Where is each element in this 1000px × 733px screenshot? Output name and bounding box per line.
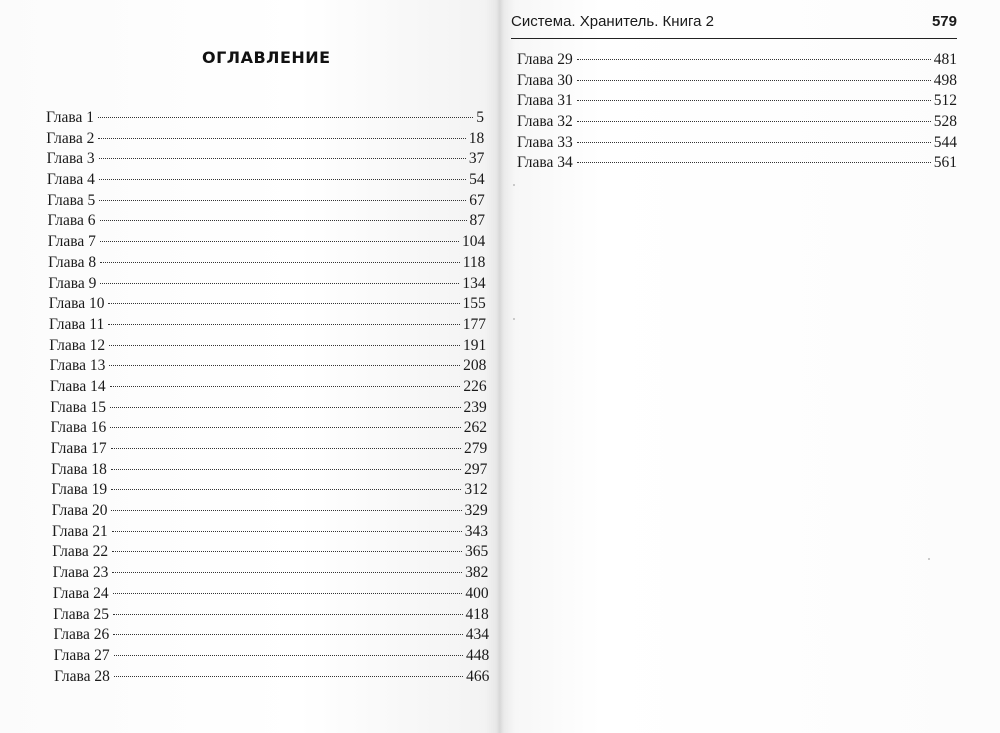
toc-entry — [47, 170, 485, 191]
chapter-label: Глава 25 — [53, 605, 109, 623]
chapter-page-number: 239 — [463, 398, 487, 416]
dot-leader — [100, 220, 467, 221]
toc-entry — [50, 356, 487, 377]
chapter-label: Глава 28 — [54, 667, 110, 685]
dot-leader — [99, 200, 466, 201]
chapter-page-number: 67 — [469, 191, 485, 209]
chapter-label: Глава 24 — [52, 584, 109, 602]
chapter-label: Глава 8 — [48, 253, 97, 271]
toc-entry — [50, 377, 487, 398]
book-gutter — [496, 0, 504, 733]
toc-list-left — [46, 108, 490, 687]
toc-entry — [46, 108, 484, 129]
chapter-label: Глава 32 — [517, 113, 573, 131]
toc-entry — [54, 646, 489, 667]
dot-leader — [109, 365, 460, 366]
chapter-label: Глава 14 — [49, 377, 106, 395]
chapter-page-number: 434 — [465, 626, 489, 644]
toc-entry — [517, 71, 957, 92]
chapter-page-number: 262 — [463, 419, 487, 437]
dot-leader — [112, 531, 462, 532]
chapter-label: Глава 4 — [46, 171, 95, 189]
chapter-page-number: 191 — [462, 336, 487, 354]
dot-leader — [109, 345, 460, 346]
chapter-page-number: 177 — [462, 315, 486, 333]
dot-leader — [108, 324, 460, 325]
chapter-page-number: 279 — [463, 440, 488, 457]
chapter-page-number: 118 — [462, 253, 486, 271]
chapter-page-number: 155 — [462, 295, 486, 313]
dot-leader — [111, 448, 461, 449]
toc-entry — [517, 133, 957, 154]
chapter-label: Глава 31 — [517, 92, 573, 110]
chapter-page-number: 297 — [464, 460, 488, 478]
chapter-page-number: 400 — [465, 584, 489, 602]
dot-leader — [100, 241, 459, 242]
chapter-page-number: 561 — [933, 154, 957, 172]
chapter-label: Глава 2 — [46, 129, 95, 147]
dot-leader — [98, 117, 473, 118]
dot-leader — [108, 303, 459, 304]
chapter-label: Глава 33 — [517, 133, 573, 151]
chapter-label: Глава 7 — [47, 233, 96, 251]
toc-entry — [48, 211, 486, 232]
chapter-label: Глава 5 — [47, 191, 96, 209]
toc-entry — [47, 149, 485, 170]
chapter-page-number: 343 — [464, 522, 488, 540]
chapter-label: Глава 9 — [48, 274, 97, 292]
chapter-label: Глава 29 — [517, 51, 573, 68]
running-title: Система. Хранитель. Книга 2 — [511, 13, 714, 30]
toc-entry — [517, 112, 957, 133]
chapter-page-number: 18 — [468, 129, 485, 147]
toc-entry — [52, 542, 488, 563]
paper-speck — [513, 318, 515, 320]
dot-leader — [110, 386, 461, 387]
page-title: ОГЛАВЛЕНИЕ — [202, 48, 331, 67]
dot-leader — [100, 262, 460, 263]
running-header — [511, 12, 957, 39]
chapter-label: Глава 3 — [46, 150, 95, 168]
dot-leader — [112, 572, 462, 573]
chapter-label: Глава 18 — [51, 460, 107, 478]
chapter-page-number: 134 — [462, 274, 486, 292]
chapter-page-number: 528 — [933, 113, 957, 131]
toc-entry — [52, 522, 488, 543]
toc-entry — [517, 153, 957, 174]
chapter-label: Глава 22 — [52, 543, 109, 561]
toc-entry — [47, 191, 485, 212]
toc-entry — [48, 232, 485, 253]
toc-entry — [51, 460, 487, 481]
chapter-label: Глава 15 — [50, 398, 106, 416]
chapter-page-number: 382 — [465, 564, 489, 582]
toc-entry — [50, 398, 487, 419]
toc-entry — [52, 501, 488, 522]
chapter-page-number: 481 — [933, 51, 957, 68]
chapter-label: Глава 27 — [53, 646, 110, 664]
toc-entry — [53, 584, 489, 605]
chapter-page-number: 512 — [933, 92, 957, 110]
chapter-page-number: 54 — [469, 171, 485, 189]
chapter-page-number: 87 — [469, 212, 485, 230]
chapter-label: Глава 19 — [51, 481, 108, 499]
dot-leader — [98, 138, 465, 139]
chapter-page-number: 208 — [463, 357, 487, 375]
dot-leader — [114, 676, 463, 677]
chapter-page-number: 466 — [466, 667, 490, 685]
toc-entry — [53, 605, 489, 626]
chapter-label: Глава 17 — [50, 440, 107, 457]
dot-leader — [113, 593, 463, 594]
chapter-label: Глава 13 — [49, 357, 106, 375]
toc-entry — [517, 50, 957, 71]
toc-entry — [51, 480, 487, 501]
dot-leader — [100, 283, 459, 284]
dot-leader — [112, 551, 462, 552]
chapter-page-number: 226 — [463, 377, 487, 395]
dot-leader — [111, 469, 461, 470]
chapter-label: Глава 12 — [49, 336, 106, 354]
chapter-label: Глава 10 — [48, 295, 105, 313]
dot-leader — [110, 427, 460, 428]
chapter-page-number: 498 — [933, 71, 957, 89]
toc-entry — [51, 439, 487, 460]
chapter-label: Глава 23 — [52, 564, 109, 582]
toc-entry — [54, 667, 489, 688]
chapter-page-number: 104 — [461, 233, 486, 251]
dot-leader — [577, 80, 931, 81]
chapter-label: Глава 16 — [50, 419, 107, 437]
chapter-label: Глава 1 — [46, 109, 95, 126]
chapter-label: Глава 34 — [517, 154, 573, 172]
dot-leader — [577, 59, 931, 60]
chapter-page-number: 418 — [465, 605, 489, 623]
chapter-label: Глава 6 — [47, 212, 96, 230]
dot-leader — [577, 100, 931, 101]
paper-speck — [513, 184, 515, 186]
dot-leader — [110, 407, 461, 408]
chapter-page-number: 37 — [468, 150, 485, 168]
chapter-label: Глава 21 — [52, 522, 108, 540]
page-number: 579 — [931, 13, 957, 30]
toc-entry — [49, 336, 486, 357]
chapter-page-number: 5 — [476, 109, 484, 126]
chapter-label: Глава 11 — [49, 315, 105, 333]
toc-entry — [48, 274, 485, 295]
dot-leader — [577, 162, 931, 163]
toc-entry — [517, 91, 957, 112]
chapter-label: Глава 20 — [51, 502, 108, 520]
chapter-page-number: 544 — [933, 133, 957, 151]
toc-list-right — [517, 50, 957, 174]
right-page — [500, 0, 1000, 733]
toc-entry — [46, 129, 484, 150]
dot-leader — [577, 121, 931, 122]
dot-leader — [577, 142, 931, 143]
chapter-label: Глава 26 — [53, 626, 110, 644]
dot-leader — [113, 634, 462, 635]
toc-entry — [54, 625, 490, 646]
chapter-label: Глава 30 — [517, 71, 573, 89]
dot-leader — [111, 510, 461, 511]
toc-entry — [53, 563, 489, 584]
dot-leader — [113, 614, 463, 615]
chapter-page-number: 448 — [465, 646, 490, 664]
dot-leader — [114, 655, 463, 656]
chapter-page-number: 329 — [464, 502, 488, 520]
toc-entry — [51, 418, 488, 439]
toc-entry — [48, 253, 485, 274]
toc-entry — [49, 315, 486, 336]
dot-leader — [99, 179, 466, 180]
chapter-page-number: 365 — [464, 543, 489, 561]
toc-entry — [49, 294, 486, 315]
dot-leader — [111, 489, 461, 490]
dot-leader — [99, 158, 466, 159]
chapter-page-number: 312 — [464, 481, 488, 499]
paper-speck — [928, 558, 930, 560]
